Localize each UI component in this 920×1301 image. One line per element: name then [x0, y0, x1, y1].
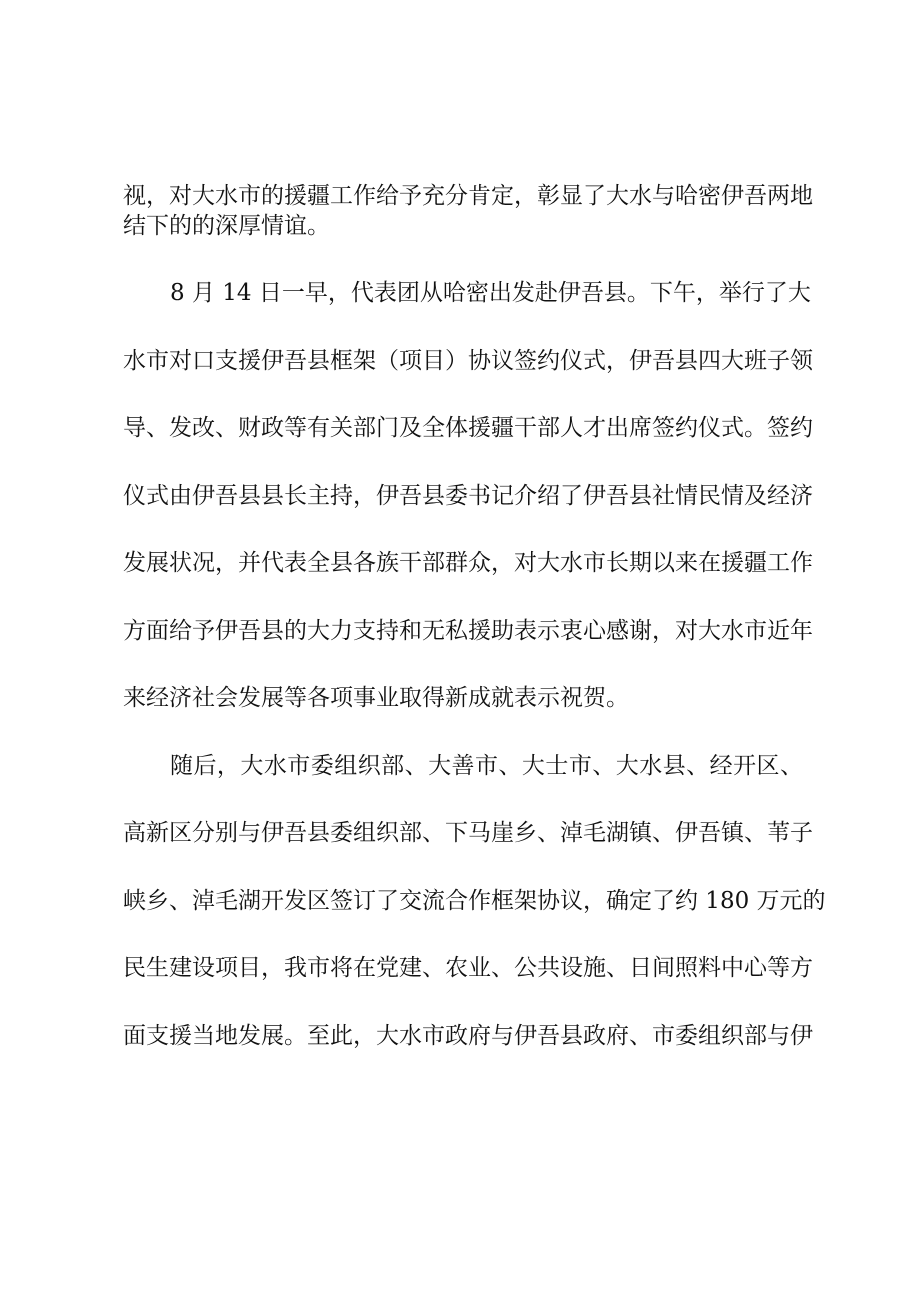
text-line: 来经济社会发展等各项事业取得新成就表示祝贺。 [123, 685, 629, 711]
text-line: 8 月 14 日一早，代表团从哈密出发赴伊吾县。下午，举行了大 [170, 280, 811, 306]
text-line: 导、发改、财政等有关部门及全体援疆干部人才出席签约仪式。签约 [123, 415, 813, 441]
text-line: 民生建设项目，我市将在党建、农业、公共设施、日间照料中心等方 [123, 955, 813, 981]
text-line: 视，对大水市的援疆工作给予充分肯定，彰显了大水与哈密伊吾两地 [123, 183, 813, 209]
text-line: 水市对口支援伊吾县框架（项目）协议签约仪式，伊吾县四大班子领 [123, 348, 813, 374]
text-line: 面支援当地发展。至此，大水市政府与伊吾县政府、市委组织部与伊 [123, 1023, 813, 1049]
text-line: 方面给予伊吾县的大力支持和无私援助表示衷心感谢，对大水市近年 [123, 618, 813, 644]
text-line: 随后，大水市委组织部、大善市、大士市、大水县、经开区、 [170, 753, 803, 779]
text-line: 结下的的深厚情谊。 [123, 213, 330, 239]
text-line: 仪式由伊吾县县长主持，伊吾县委书记介绍了伊吾县社情民情及经济 [123, 483, 813, 509]
text-line: 峡乡、淖毛湖开发区签订了交流合作框架协议，确定了约 180 万元的 [123, 888, 826, 914]
text-line: 高新区分别与伊吾县委组织部、下马崖乡、淖毛湖镇、伊吾镇、苇子 [123, 820, 813, 846]
text-line: 发展状况，并代表全县各族干部群众，对大水市长期以来在援疆工作 [123, 550, 813, 576]
